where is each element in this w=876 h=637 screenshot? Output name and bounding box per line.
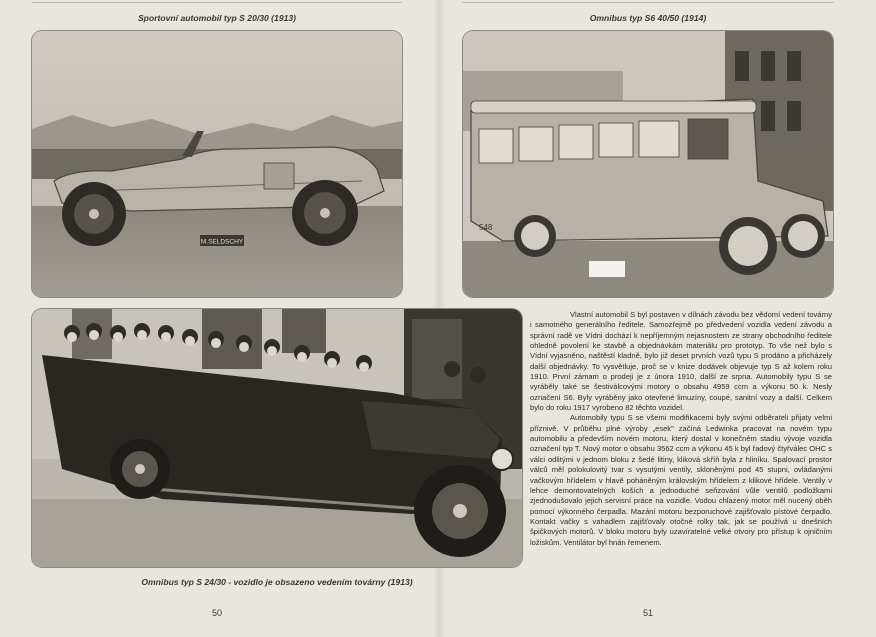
- caption-omnibus-s6: Omnibus typ S6 40/50 (1914): [589, 13, 707, 23]
- article-paragraph-1: Vlastní automobil S byl postaven v dílnách závodu bez vědomí vedení továrny i samotného generálního ředitele. Samozřejmě po předvedení vozidla vedení závodu a správní radě ve Vídni dochází k nepříjemným nejasnostem ze strany obchodního ředitele ohledně povolení ke stavbě a objednávkám materiálu pro prototyp. To vše než bylo s Vídní vyjasněno, naštěstí kladně, bylo již deset prvních vozů typu S prodáno a přicházely další objednávky. To vysvětluje, proč se v knize dodávek objevuje typ S až kolem roku 1910. První zámam o prodeji je z února 1910, další ze srpna. Automobily typu S se vyráběly také se šestiválcovými motory o obsahu 4959 ccm a výkonu 50 k. Nesly označení S6. Byly vyráběny jako otevřené limuzíny, coupé, sanitní vozy a další. Celkem bylo do roku 1917 vyrobeno 82 těchto vozidel.: [530, 310, 832, 413]
- omnibus-s6-illustration: [463, 31, 833, 297]
- sport-car-plate: M.SELDSCHY: [200, 238, 244, 246]
- photo-sport-car: [32, 31, 402, 297]
- top-rule-left: [32, 2, 402, 3]
- article-body: [530, 310, 832, 548]
- page-number-left: 50: [212, 608, 223, 618]
- page-number-right: 51: [643, 608, 654, 618]
- omnibus-s24-illustration: [32, 309, 522, 567]
- article-paragraph-2: Automobily typu S se všemi modifikacemi byly svými odběrateli přijaty velmi příznivě. V průběhu plné výroby „esek" začíná Ledwinka pracovat na novém typu automobilu a především novém motoru, který dostal v konečném stadiu vývoje vozidla označení typ T. Nový motor o obsahu 3562 ccm a výkonu 45 k byl řadový čtyřválec OHC s válci odlitými v jednom bloku z šedé litiny, kliková skříň byla z hliníku. Spalovací prostor válců měl polokulovitý tvar s vysutými ventily, skloněnými pod 45 stupni, ovládanými vačkovým hřídelem v hlavě poháněným královským hřídelem z klikové hřídele. Ventily v lehce demontovatelných koších a jednoduché seřizování vůle ventilů podložkami zjednodušovalo jejich servisní práce na vozidle. Vodou chlazený motor měl nucený oběh pomocí výkonného čerpadla. Mazání motoru bezporuchové zajišťovalo pístové čerpadlo. Kontakt vačky s vahadlem zajišťovaly otočné rolky tak, jak se používá u dnešních špičkových motorů. V bloku motoru byly uzavíratelné velké otvory pro přístup k ojničním ložiskům. Ventilátor byl hnán řemenem.: [530, 413, 832, 547]
- caption-omnibus-s24: Omnibus typ S 24/30 - vozidlo je obsazeno vedením továrny (1913): [141, 577, 413, 587]
- photo-omnibus-s6: [463, 31, 833, 297]
- top-rule-right: [462, 2, 834, 3]
- caption-sport-car: Sportovní automobil typ S 20/30 (1913): [137, 13, 297, 23]
- sport-car-illustration: [32, 31, 402, 297]
- photo-omnibus-s24: [32, 309, 522, 567]
- omnibus-s6-number: 548: [479, 223, 493, 232]
